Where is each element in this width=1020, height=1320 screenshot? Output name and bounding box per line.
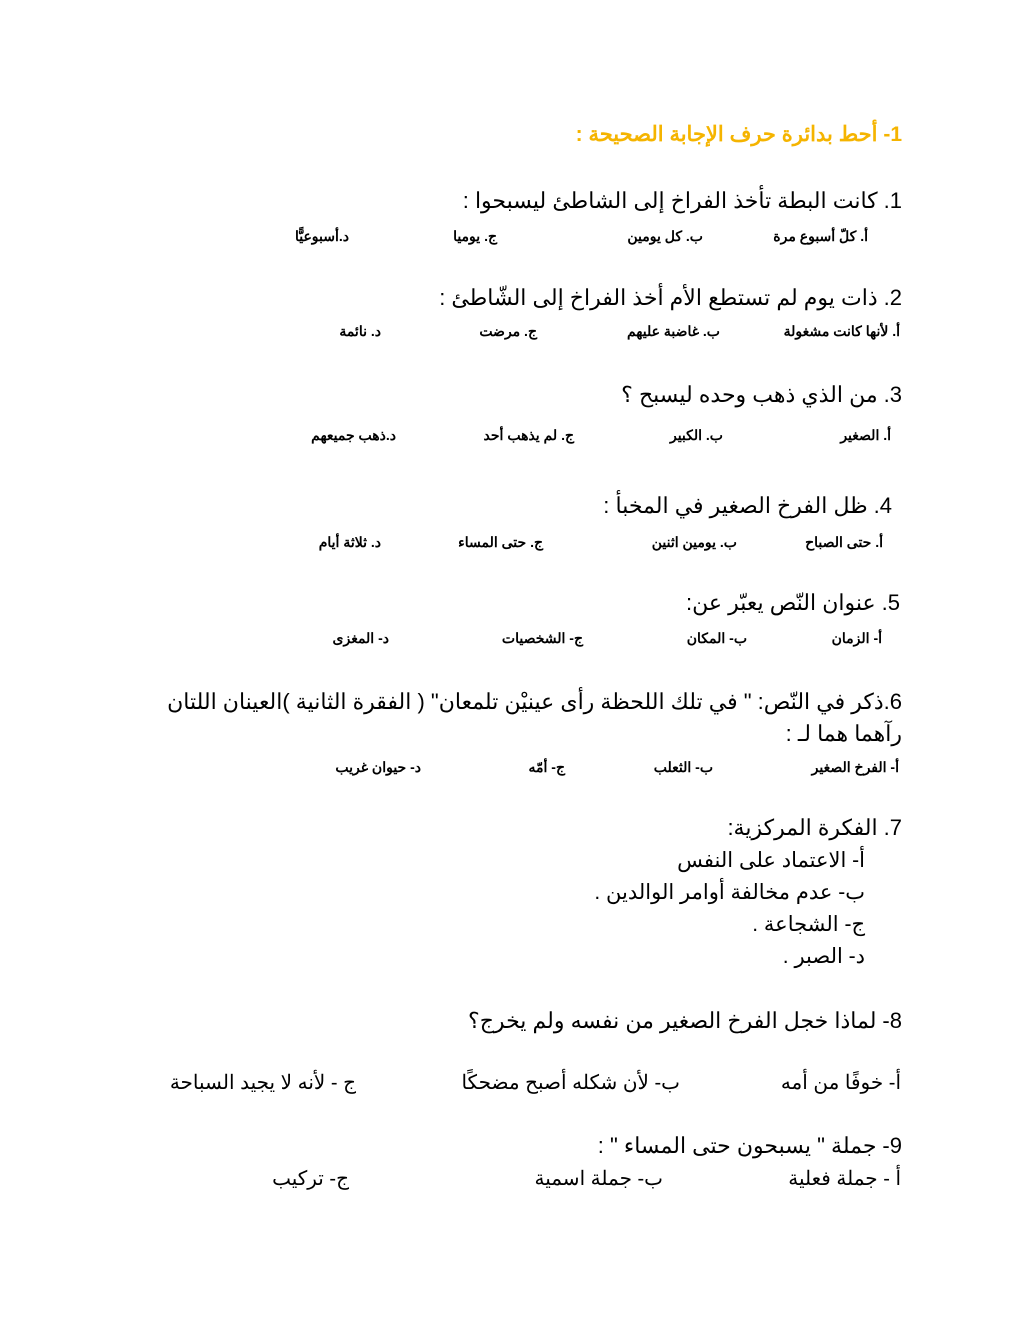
option-c[interactable]: ج. لم يذهب أحد bbox=[483, 427, 574, 443]
option-c[interactable]: ج. مرضت bbox=[479, 323, 537, 339]
option-b[interactable]: ب- جملة اسمية bbox=[534, 1168, 663, 1190]
option-d[interactable]: د.ذهب جميعهم bbox=[311, 427, 396, 443]
option-a[interactable]: أ- خوفًا من أمه bbox=[780, 1072, 901, 1094]
question-text: لماذا خجل الفرخ الصغير من نفسه ولم يخرج؟ bbox=[468, 1008, 877, 1033]
question-text: عنوان النّص يعبّر عن: bbox=[685, 590, 876, 615]
question-1 bbox=[463, 188, 902, 214]
question-text: الفكرة المركزية: bbox=[727, 815, 878, 840]
question-7-option-d[interactable]: د- الصبر . bbox=[782, 945, 865, 968]
option-c[interactable]: ج. يوميا bbox=[453, 228, 497, 244]
question-3-options bbox=[0, 427, 1020, 451]
instruction-title bbox=[576, 122, 902, 147]
question-6 bbox=[130, 686, 902, 750]
option-a[interactable]: أ - جملة فعلية bbox=[788, 1168, 901, 1190]
question-number: 8- bbox=[882, 1008, 902, 1033]
option-d[interactable]: د- حيوان غريب bbox=[335, 759, 421, 775]
question-number: 1. bbox=[883, 188, 902, 213]
option-a[interactable]: أ- الزمان bbox=[831, 630, 882, 646]
question-number: 7. bbox=[883, 815, 902, 840]
question-number: 9- bbox=[882, 1133, 902, 1158]
question-text: ظل الفرخ الصغير في المخبأ : bbox=[603, 493, 868, 518]
question-9-options bbox=[0, 1166, 1020, 1196]
question-1-options bbox=[0, 228, 1020, 252]
option-c[interactable]: ج- تركيب bbox=[272, 1168, 349, 1190]
question-2 bbox=[439, 285, 902, 311]
option-c[interactable]: ج. حتى المساء bbox=[458, 534, 543, 550]
option-b[interactable]: ب. يومين اثنين bbox=[651, 534, 737, 550]
question-number: 4. bbox=[873, 493, 892, 518]
question-4-options bbox=[0, 534, 1020, 558]
question-3 bbox=[621, 382, 902, 408]
option-b[interactable]: ب. كل يومين bbox=[627, 228, 703, 244]
question-number: 6. bbox=[883, 689, 902, 714]
question-text: ذكر في النّص: " في تلك اللحظة رأى عينيْن تلمعان" ( الفقرة الثانية )العينان اللتان رآهما هما لـ : bbox=[167, 689, 902, 746]
option-b[interactable]: ب. غاضبة عليهم bbox=[626, 323, 720, 339]
question-text: ذات يوم لم تستطع الأم أخذ الفراخ إلى الشّاطئ : bbox=[439, 285, 878, 310]
option-a[interactable]: أ- الفرخ الصغير bbox=[811, 759, 899, 775]
question-text: من الذي ذهب وحده ليسبح ؟ bbox=[621, 382, 878, 407]
option-a[interactable]: أ. كلّ أسبوع مرة bbox=[773, 228, 868, 244]
question-number: 5. bbox=[881, 590, 900, 615]
option-a[interactable]: أ. الصغير bbox=[840, 427, 891, 443]
question-9 bbox=[598, 1133, 902, 1159]
option-c[interactable]: ج- أمّه bbox=[528, 759, 565, 775]
option-b[interactable]: ب- الثعلب bbox=[653, 759, 713, 775]
question-text: كانت البطة تأخذ الفراخ إلى الشاطئ ليسبحوا : bbox=[462, 188, 878, 213]
instruction-text: أحط بدائرة حرف الإجابة الصحيحة : bbox=[575, 123, 878, 146]
question-8 bbox=[468, 1008, 902, 1034]
option-a[interactable]: أ. لأنها كانت مشغولة bbox=[783, 323, 900, 339]
option-c[interactable]: ج - لأنه لا يجيد السباحة bbox=[169, 1072, 356, 1094]
question-7-option-a[interactable]: أ- الاعتماد على النفس bbox=[677, 849, 865, 872]
question-4 bbox=[603, 493, 892, 519]
question-5-options bbox=[0, 630, 1020, 654]
option-d[interactable]: د. ثلاثة أيام bbox=[318, 534, 381, 550]
option-b[interactable]: ب- المكان bbox=[686, 630, 747, 646]
question-7-option-c[interactable]: ج- الشجاعة . bbox=[752, 913, 865, 936]
option-d[interactable]: د- المغزى bbox=[332, 630, 389, 646]
question-2-options bbox=[0, 323, 1020, 347]
option-d[interactable]: د. نائمة bbox=[339, 323, 381, 339]
question-8-options bbox=[0, 1070, 1020, 1100]
question-text: جملة " يسبحون حتى المساء " : bbox=[597, 1133, 877, 1158]
question-6-options bbox=[0, 759, 1020, 783]
question-5 bbox=[686, 590, 900, 616]
instruction-number: 1- bbox=[883, 123, 902, 146]
option-d[interactable]: د.أسبوعيًّا bbox=[294, 228, 349, 244]
option-b[interactable]: ب- لأن شكله أصبح مضحكًا bbox=[461, 1072, 680, 1094]
option-b[interactable]: ب. الكبير bbox=[669, 427, 723, 443]
question-number: 3. bbox=[883, 382, 902, 407]
question-number: 2. bbox=[883, 285, 902, 310]
question-7-option-b[interactable]: ب- عدم مخالفة أوامر الوالدين . bbox=[594, 881, 865, 904]
option-c[interactable]: ج- الشخصيات bbox=[501, 630, 583, 646]
option-a[interactable]: أ. حتى الصباح bbox=[805, 534, 883, 550]
question-7 bbox=[727, 815, 902, 841]
